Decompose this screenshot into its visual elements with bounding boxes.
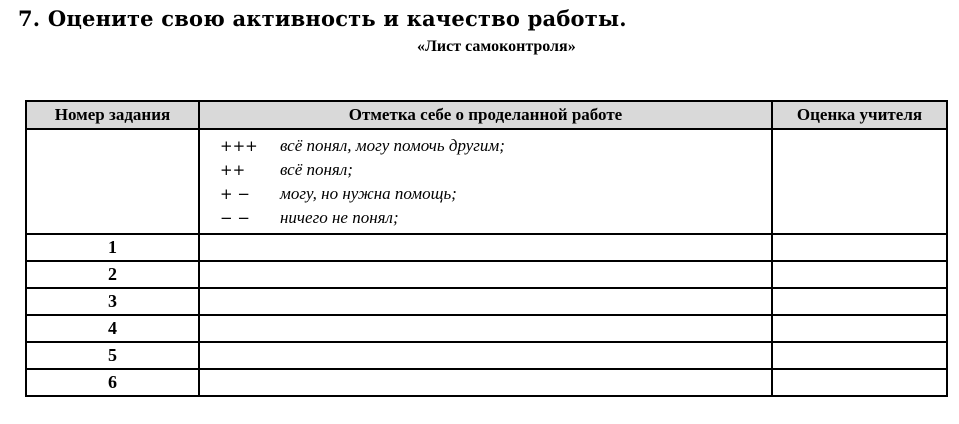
teacher-grade-cell[interactable]: [772, 234, 947, 261]
self-assessment-table: [25, 100, 948, 397]
self-mark-cell[interactable]: [199, 315, 772, 342]
task-number: 3: [26, 288, 199, 315]
legend-item: [220, 182, 771, 206]
legend-item: [220, 206, 771, 230]
table-row: [26, 315, 947, 342]
legend-text: могу, но нужна помощь;: [280, 184, 457, 203]
teacher-grade-cell[interactable]: [772, 288, 947, 315]
self-mark-cell[interactable]: [199, 234, 772, 261]
page-title: 7. Оцените свою активность и качество работы.: [18, 6, 627, 31]
table-row: [26, 288, 947, 315]
table-row: [26, 234, 947, 261]
legend-cell: [199, 129, 772, 234]
legend-item: [220, 158, 771, 182]
legend-row: [26, 129, 947, 234]
legend-text: всё понял, могу помочь другим;: [280, 136, 505, 155]
legend-empty-cell: [26, 129, 199, 234]
column-header-task-number: Номер задания: [26, 101, 199, 129]
teacher-grade-cell[interactable]: [772, 261, 947, 288]
legend-text: ничего не понял;: [280, 208, 399, 227]
legend-symbol: + −: [220, 185, 250, 203]
legend: [200, 130, 771, 230]
column-header-self-mark: Отметка себе о проделанной работе: [199, 101, 772, 129]
legend-teacher-cell: [772, 129, 947, 234]
legend-symbol: ++: [220, 161, 246, 179]
self-mark-cell[interactable]: [199, 288, 772, 315]
self-mark-cell[interactable]: [199, 342, 772, 369]
legend-item: [220, 134, 771, 158]
column-header-teacher-grade: Оценка учителя: [772, 101, 947, 129]
task-number: 2: [26, 261, 199, 288]
task-number: 1: [26, 234, 199, 261]
teacher-grade-cell[interactable]: [772, 369, 947, 396]
task-number: 4: [26, 315, 199, 342]
task-number: 5: [26, 342, 199, 369]
legend-symbol: +++: [220, 137, 258, 155]
teacher-grade-cell[interactable]: [772, 315, 947, 342]
self-mark-cell[interactable]: [199, 261, 772, 288]
table-row: [26, 342, 947, 369]
teacher-grade-cell[interactable]: [772, 342, 947, 369]
table-row: [26, 369, 947, 396]
header-row: [26, 101, 947, 129]
page-subtitle: «Лист самоконтроля»: [417, 38, 576, 55]
task-number: 6: [26, 369, 199, 396]
table-row: [26, 261, 947, 288]
self-mark-cell[interactable]: [199, 369, 772, 396]
legend-symbol: − −: [220, 209, 250, 227]
legend-text: всё понял;: [280, 160, 353, 179]
